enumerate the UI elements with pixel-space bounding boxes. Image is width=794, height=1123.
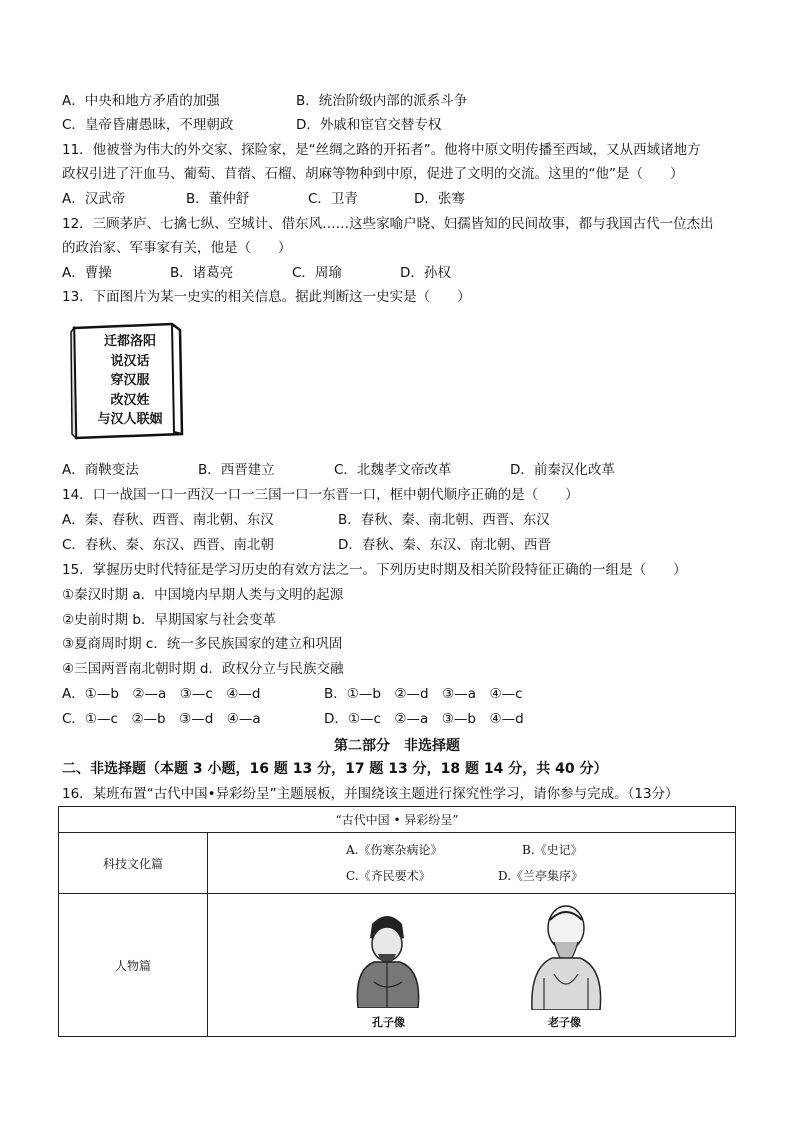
q11-stem-line2: 政权引进了汗血马、葡萄、苜蓿、石榴、胡麻等物种到中原，促进了文明的交流。这里的“他”是（ ） [62, 166, 684, 182]
caption-confucius: 孔子像 [372, 1016, 405, 1029]
q15-option-c: C．①—c ②—b ③—d ④—a [62, 711, 261, 727]
book-option-d: D.《兰亭集序》 [498, 869, 584, 883]
q15-option-d: D．①—c ②—a ③—b ④—d [324, 711, 524, 727]
book-line: 改汉姓 [110, 392, 150, 408]
q15-option-a: A．①—b ②—a ③—c ④—d [62, 686, 261, 702]
q14-option-b: B．春秋、秦、南北朝、西晋、东汉 [338, 512, 550, 528]
q11-option-d: D．张骞 [414, 191, 465, 207]
exhibit-table [58, 806, 736, 1037]
q12-option-a: A．曹操 [62, 265, 112, 281]
row-label-people: 人物篇 [59, 894, 208, 1037]
caption-laozi: 老子像 [548, 1016, 581, 1029]
q13-option-a: A．商鞅变法 [62, 462, 139, 478]
q14-option-a: A．秦、春秋、西晋、南北朝、东汉 [62, 512, 274, 528]
q14-option-d: D．春秋、秦、东汉、南北朝、西晋 [338, 537, 551, 553]
book-option-c: C.《齐民要术》 [346, 869, 431, 883]
q10-option-a: A．中央和地方矛盾的加强 [62, 93, 220, 109]
q15-option-b: B．①—b ②—d ③—a ④—c [324, 686, 523, 702]
row-label-tech: 科技文化篇 [59, 833, 208, 894]
q12-option-b: B．诸葛亮 [170, 265, 234, 281]
q15-item: ③夏商周时期 c．统一多民族国家的建立和巩固 [62, 636, 343, 652]
book-line: 迁都洛阳 [103, 334, 156, 349]
q13-option-b: B．西晋建立 [198, 462, 275, 478]
q12-option-c: C．周瑜 [292, 265, 342, 281]
q12-option-d: D．孙权 [400, 265, 451, 281]
q15-item: ②史前时期 b．早期国家与社会变革 [62, 612, 276, 628]
q10-option-c: C．皇帝昏庸愚昧，不理朝政 [62, 117, 234, 133]
q16-stem: 16．某班布置“古代中国•异彩纷呈”主题展板，并围绕该主题进行探究性学习，请你参与完成。（13分） [62, 786, 679, 802]
q13-option-d: D．前秦汉化改革 [510, 462, 615, 478]
section-heading: 二、非选择题（本题 3 小题，16 题 13 分，17 题 13 分，18 题 14 分，共 40 分） [62, 761, 608, 777]
laozi-portrait [524, 898, 608, 1010]
q11-option-c: C．卫青 [308, 191, 358, 207]
q14-option-c: C．春秋、秦、东汉、西晋、南北朝 [62, 537, 274, 553]
q10-option-b: B．统治阶级内部的派系斗争 [296, 93, 468, 109]
q12-stem-line1: 12．三顾茅庐、七擒七纵、空城计、借东风……这些家喻户晓、妇孺皆知的民间故事，都与我国古代一位杰出 [62, 216, 714, 232]
q15-stem: 15．掌握历史时代特征是学习历史的有效方法之一。下列历史时期及相关阶段特征正确的一组是（ ） [62, 562, 687, 578]
q11-stem-line1: 11．他被誉为伟大的外交家、探险家，是“丝绸之路的开拓者”。他将中原文明传播至西域，又从西域诸地方 [62, 142, 701, 158]
q10-option-d: D．外戚和宦官交替专权 [296, 117, 442, 133]
q13-stem: 13．下面图片为某一史实的相关信息。据此判断这一史实是（ ） [62, 289, 471, 305]
q11-option-a: A．汉武帝 [62, 191, 126, 207]
q14-stem: 14．口一战国一口一西汉一口一三国一口一东晋一口，框中朝代顺序正确的是（ ） [62, 487, 579, 503]
book-text [78, 332, 182, 430]
book-option-b: B.《史记》 [522, 843, 583, 857]
book-line: 说汉话 [110, 353, 150, 369]
table-title: “古代中国 • 异彩纷呈” [59, 807, 736, 833]
book-line: 与汉人联姻 [97, 412, 163, 427]
q12-stem-line2: 的政治家、军事家有关，他是（ ） [62, 240, 292, 256]
book-line: 穿汉服 [110, 373, 150, 388]
part2-title: 第二部分 非选择题 [334, 738, 460, 754]
confucius-portrait [344, 904, 430, 1008]
q15-item: ④三国两晋南北朝时期 d．政权分立与民族交融 [62, 661, 344, 677]
portraits-cell [208, 894, 736, 1037]
tech-culture-cell [208, 833, 736, 894]
book-option-a: A.《伤寒杂病论》 [346, 843, 443, 857]
q13-option-c: C．北魏孝文帝改革 [334, 462, 452, 478]
q15-item: ①秦汉时期 a．中国境内早期人类与文明的起源 [62, 587, 344, 603]
q11-option-b: B．董仲舒 [186, 191, 250, 207]
